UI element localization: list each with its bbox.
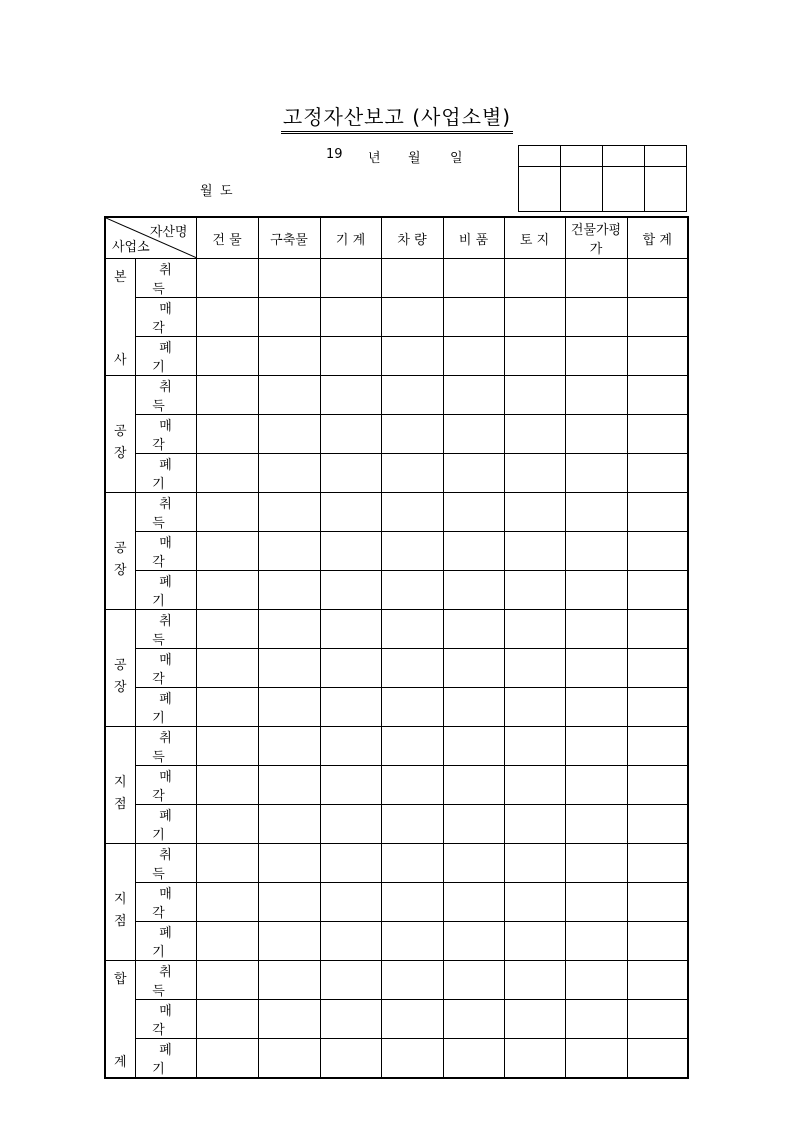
data-cell[interactable] (320, 376, 381, 415)
data-cell[interactable] (443, 376, 504, 415)
data-cell[interactable] (443, 298, 504, 337)
data-cell[interactable] (258, 493, 320, 532)
data-cell[interactable] (196, 337, 258, 376)
unit-char-1: 지 (113, 775, 127, 790)
data-cell[interactable] (258, 766, 320, 805)
data-cell[interactable] (258, 1000, 320, 1039)
data-cell[interactable] (627, 844, 688, 883)
data-cell[interactable] (443, 259, 504, 298)
data-cell[interactable] (504, 688, 565, 727)
row-type-text: 폐 기 (152, 1043, 186, 1077)
unit-char-1: 본 (113, 270, 127, 285)
data-cell[interactable] (381, 337, 443, 376)
table-row (105, 883, 688, 922)
data-cell[interactable] (565, 1000, 627, 1039)
unit-char-1: 공 (113, 658, 127, 673)
data-cell[interactable] (565, 844, 627, 883)
data-cell[interactable] (443, 922, 504, 961)
approval-cell[interactable] (561, 146, 603, 167)
row-type-label (135, 649, 196, 688)
column-header: 비 품 (443, 217, 504, 259)
data-cell[interactable] (504, 376, 565, 415)
data-cell[interactable] (565, 415, 627, 454)
table-row (105, 493, 688, 532)
row-type-text: 폐 기 (152, 341, 186, 375)
table-row (105, 766, 688, 805)
data-cell[interactable] (627, 376, 688, 415)
table-row (105, 376, 688, 415)
data-cell[interactable] (504, 961, 565, 1000)
data-cell[interactable] (627, 1000, 688, 1039)
data-cell[interactable] (196, 493, 258, 532)
row-type-text: 매 각 (152, 653, 186, 687)
data-cell[interactable] (196, 922, 258, 961)
row-type-text: 매 각 (152, 536, 186, 570)
data-cell[interactable] (627, 922, 688, 961)
row-type-text: 폐 기 (152, 692, 186, 726)
data-cell[interactable] (381, 961, 443, 1000)
column-header: 구축물 (258, 217, 320, 259)
data-cell[interactable] (258, 571, 320, 610)
data-cell[interactable] (565, 688, 627, 727)
data-cell[interactable] (320, 844, 381, 883)
table-row (105, 1000, 688, 1039)
data-cell[interactable] (320, 1039, 381, 1079)
data-cell[interactable] (381, 922, 443, 961)
data-cell[interactable] (320, 961, 381, 1000)
column-header: 건 물 (196, 217, 258, 259)
asset-report-table (104, 216, 689, 1079)
data-cell[interactable] (504, 298, 565, 337)
row-type-label (135, 883, 196, 922)
data-cell[interactable] (627, 688, 688, 727)
approval-cell[interactable] (645, 146, 687, 167)
row-type-label (135, 532, 196, 571)
row-type-text: 폐 기 (152, 458, 186, 492)
unit-char-2: 계 (113, 1055, 127, 1070)
period-month: 월 (200, 184, 213, 199)
data-cell[interactable] (565, 805, 627, 844)
data-cell[interactable] (504, 649, 565, 688)
column-header: 기 계 (320, 217, 381, 259)
approval-box (518, 145, 687, 212)
row-type-label (135, 610, 196, 649)
data-cell[interactable] (504, 883, 565, 922)
row-type-text: 취 득 (152, 965, 186, 999)
data-cell[interactable] (196, 805, 258, 844)
row-type-label (135, 688, 196, 727)
data-cell[interactable] (196, 259, 258, 298)
data-cell[interactable] (443, 883, 504, 922)
data-cell[interactable] (320, 688, 381, 727)
table-row (105, 922, 688, 961)
data-cell[interactable] (504, 766, 565, 805)
data-cell[interactable] (381, 571, 443, 610)
data-cell[interactable] (627, 337, 688, 376)
year-prefix: 19 (326, 147, 343, 162)
row-type-text: 폐 기 (152, 926, 186, 960)
data-cell[interactable] (196, 961, 258, 1000)
data-cell[interactable] (320, 454, 381, 493)
data-cell[interactable] (381, 610, 443, 649)
unit-char-2: 장 (113, 680, 127, 695)
data-cell[interactable] (320, 805, 381, 844)
month-label: 월 (408, 151, 421, 166)
data-cell[interactable] (196, 415, 258, 454)
row-type-text: 취 득 (152, 731, 186, 765)
data-cell[interactable] (381, 532, 443, 571)
signature-cell[interactable] (561, 167, 603, 212)
data-cell[interactable] (443, 1000, 504, 1039)
data-cell[interactable] (196, 454, 258, 493)
title-text: 고정자산보고 (282, 105, 405, 129)
data-cell[interactable] (258, 532, 320, 571)
data-cell[interactable] (627, 649, 688, 688)
data-cell[interactable] (565, 259, 627, 298)
data-cell[interactable] (627, 493, 688, 532)
row-type-label (135, 376, 196, 415)
table-row (105, 454, 688, 493)
data-cell[interactable] (504, 415, 565, 454)
year-label: 년 (368, 151, 381, 166)
data-cell[interactable] (381, 883, 443, 922)
business-unit-cell (105, 727, 135, 844)
business-unit-cell (105, 961, 135, 1079)
row-type-label (135, 298, 196, 337)
table-row (105, 259, 688, 298)
data-cell[interactable] (443, 337, 504, 376)
data-cell[interactable] (196, 844, 258, 883)
row-type-label (135, 259, 196, 298)
data-cell[interactable] (320, 571, 381, 610)
unit-char-2: 점 (113, 914, 127, 929)
data-cell[interactable] (320, 727, 381, 766)
row-type-label (135, 1000, 196, 1039)
data-cell[interactable] (196, 610, 258, 649)
data-cell[interactable] (565, 493, 627, 532)
table-row (105, 298, 688, 337)
data-cell[interactable] (258, 415, 320, 454)
data-cell[interactable] (565, 883, 627, 922)
data-cell[interactable] (504, 532, 565, 571)
table-row (105, 649, 688, 688)
data-cell[interactable] (381, 844, 443, 883)
table-row (105, 571, 688, 610)
row-type-label (135, 571, 196, 610)
row-type-text: 매 각 (152, 1004, 186, 1038)
data-cell[interactable] (443, 727, 504, 766)
column-header: 토 지 (504, 217, 565, 259)
unit-char-1: 공 (113, 541, 127, 556)
data-cell[interactable] (381, 727, 443, 766)
unit-char-2: 장 (113, 446, 127, 461)
data-cell[interactable] (381, 649, 443, 688)
data-cell[interactable] (443, 961, 504, 1000)
data-cell[interactable] (504, 610, 565, 649)
data-cell[interactable] (381, 766, 443, 805)
table-row (105, 337, 688, 376)
subtitle-text: (사업소별) (412, 105, 512, 129)
data-cell[interactable] (443, 493, 504, 532)
data-cell[interactable] (258, 727, 320, 766)
table-row (105, 805, 688, 844)
table-row (105, 844, 688, 883)
data-cell[interactable] (258, 376, 320, 415)
data-cell[interactable] (258, 259, 320, 298)
data-cell[interactable] (627, 298, 688, 337)
table-row (105, 610, 688, 649)
row-type-label (135, 805, 196, 844)
data-cell[interactable] (196, 532, 258, 571)
data-cell[interactable] (381, 454, 443, 493)
row-type-text: 취 득 (152, 848, 186, 882)
row-type-text: 취 득 (152, 380, 186, 414)
row-type-label (135, 1039, 196, 1079)
data-cell[interactable] (320, 1000, 381, 1039)
report-date (326, 147, 526, 165)
business-unit-cell (105, 259, 135, 376)
unit-char-1: 지 (113, 892, 127, 907)
data-cell[interactable] (565, 1039, 627, 1079)
data-cell[interactable] (258, 805, 320, 844)
data-cell[interactable] (565, 922, 627, 961)
data-cell[interactable] (258, 1039, 320, 1079)
column-header: 차 량 (381, 217, 443, 259)
data-cell[interactable] (381, 493, 443, 532)
data-cell[interactable] (258, 844, 320, 883)
row-type-label (135, 493, 196, 532)
period-suffix: 도 (220, 184, 233, 199)
data-cell[interactable] (196, 688, 258, 727)
data-cell[interactable] (443, 571, 504, 610)
data-cell[interactable] (627, 883, 688, 922)
data-cell[interactable] (443, 610, 504, 649)
table-row (105, 688, 688, 727)
data-cell[interactable] (381, 688, 443, 727)
table-header-row (105, 217, 688, 259)
data-cell[interactable] (196, 1039, 258, 1079)
data-cell[interactable] (196, 376, 258, 415)
business-unit-cell (105, 610, 135, 727)
data-cell[interactable] (565, 376, 627, 415)
row-type-label (135, 415, 196, 454)
data-cell[interactable] (504, 805, 565, 844)
data-cell[interactable] (627, 727, 688, 766)
data-cell[interactable] (196, 298, 258, 337)
data-cell[interactable] (443, 532, 504, 571)
data-cell[interactable] (443, 688, 504, 727)
data-cell[interactable] (565, 337, 627, 376)
business-unit-cell (105, 376, 135, 493)
data-cell[interactable] (627, 571, 688, 610)
row-type-text: 폐 기 (152, 809, 186, 843)
data-cell[interactable] (258, 298, 320, 337)
day-label: 일 (450, 151, 463, 166)
data-cell[interactable] (196, 766, 258, 805)
data-cell[interactable] (258, 922, 320, 961)
signature-cell[interactable] (519, 167, 561, 212)
column-header: 합 계 (627, 217, 688, 259)
row-type-label (135, 766, 196, 805)
data-cell[interactable] (196, 727, 258, 766)
table-row (105, 727, 688, 766)
data-cell[interactable] (443, 415, 504, 454)
data-cell[interactable] (504, 1000, 565, 1039)
data-cell[interactable] (627, 259, 688, 298)
row-type-label (135, 844, 196, 883)
row-type-label (135, 961, 196, 1000)
data-cell[interactable] (258, 883, 320, 922)
data-cell[interactable] (443, 805, 504, 844)
corner-header (105, 217, 196, 259)
data-cell[interactable] (320, 259, 381, 298)
data-cell[interactable] (627, 1039, 688, 1079)
data-cell[interactable] (565, 961, 627, 1000)
data-cell[interactable] (504, 454, 565, 493)
data-cell[interactable] (565, 649, 627, 688)
data-cell[interactable] (381, 1000, 443, 1039)
data-cell[interactable] (627, 766, 688, 805)
data-cell[interactable] (320, 337, 381, 376)
table-row (105, 415, 688, 454)
data-cell[interactable] (320, 610, 381, 649)
data-cell[interactable] (443, 454, 504, 493)
unit-char-1: 합 (113, 972, 127, 987)
approval-cell[interactable] (603, 146, 645, 167)
row-type-text: 취 득 (152, 614, 186, 648)
data-cell[interactable] (504, 259, 565, 298)
data-cell[interactable] (565, 454, 627, 493)
data-cell[interactable] (258, 688, 320, 727)
unit-char-2: 점 (113, 797, 127, 812)
row-type-text: 매 각 (152, 887, 186, 921)
corner-asset-label: 자산명 (149, 225, 188, 240)
data-cell[interactable] (565, 532, 627, 571)
column-header: 건물가평가 (565, 217, 627, 259)
corner-business-label: 사업소 (112, 240, 150, 255)
data-cell[interactable] (320, 298, 381, 337)
row-type-text: 취 득 (152, 497, 186, 531)
data-cell[interactable] (443, 844, 504, 883)
data-cell[interactable] (565, 766, 627, 805)
data-cell[interactable] (627, 961, 688, 1000)
business-unit-cell (105, 493, 135, 610)
signature-cell[interactable] (603, 167, 645, 212)
unit-char-1: 공 (113, 424, 127, 439)
data-cell[interactable] (320, 922, 381, 961)
data-cell[interactable] (627, 454, 688, 493)
row-type-label (135, 454, 196, 493)
data-cell[interactable] (443, 649, 504, 688)
data-cell[interactable] (627, 610, 688, 649)
data-cell[interactable] (504, 337, 565, 376)
row-type-text: 매 각 (152, 419, 186, 453)
data-cell[interactable] (258, 961, 320, 1000)
data-cell[interactable] (320, 493, 381, 532)
row-type-text: 취 득 (152, 263, 186, 297)
data-cell[interactable] (565, 298, 627, 337)
data-cell[interactable] (320, 766, 381, 805)
row-type-text: 폐 기 (152, 575, 186, 609)
data-cell[interactable] (320, 883, 381, 922)
data-cell[interactable] (504, 922, 565, 961)
data-cell[interactable] (381, 259, 443, 298)
data-cell[interactable] (381, 376, 443, 415)
data-cell[interactable] (627, 532, 688, 571)
data-cell[interactable] (320, 649, 381, 688)
data-cell[interactable] (320, 415, 381, 454)
row-type-label (135, 727, 196, 766)
data-cell[interactable] (320, 532, 381, 571)
data-cell[interactable] (381, 298, 443, 337)
data-cell[interactable] (504, 571, 565, 610)
approval-cell[interactable] (519, 146, 561, 167)
data-cell[interactable] (443, 1039, 504, 1079)
unit-char-2: 사 (113, 353, 127, 368)
data-cell[interactable] (258, 454, 320, 493)
data-cell[interactable] (196, 571, 258, 610)
row-type-text: 매 각 (152, 770, 186, 804)
table-row (105, 532, 688, 571)
data-cell[interactable] (504, 1039, 565, 1079)
data-cell[interactable] (258, 610, 320, 649)
data-cell[interactable] (381, 415, 443, 454)
row-type-label (135, 922, 196, 961)
data-cell[interactable] (565, 610, 627, 649)
data-cell[interactable] (627, 415, 688, 454)
data-cell[interactable] (196, 1000, 258, 1039)
table-row (105, 1039, 688, 1079)
data-cell[interactable] (381, 1039, 443, 1079)
data-cell[interactable] (196, 649, 258, 688)
data-cell[interactable] (565, 727, 627, 766)
signature-cell[interactable] (645, 167, 687, 212)
data-cell[interactable] (443, 766, 504, 805)
row-type-label (135, 337, 196, 376)
data-cell[interactable] (627, 805, 688, 844)
business-unit-cell (105, 844, 135, 961)
unit-char-2: 장 (113, 563, 127, 578)
data-cell[interactable] (504, 844, 565, 883)
data-cell[interactable] (504, 727, 565, 766)
data-cell[interactable] (196, 883, 258, 922)
document-title (0, 104, 794, 134)
row-type-text: 매 각 (152, 302, 186, 336)
data-cell[interactable] (381, 805, 443, 844)
data-cell[interactable] (504, 493, 565, 532)
data-cell[interactable] (565, 571, 627, 610)
data-cell[interactable] (258, 649, 320, 688)
data-cell[interactable] (258, 337, 320, 376)
table-row (105, 961, 688, 1000)
